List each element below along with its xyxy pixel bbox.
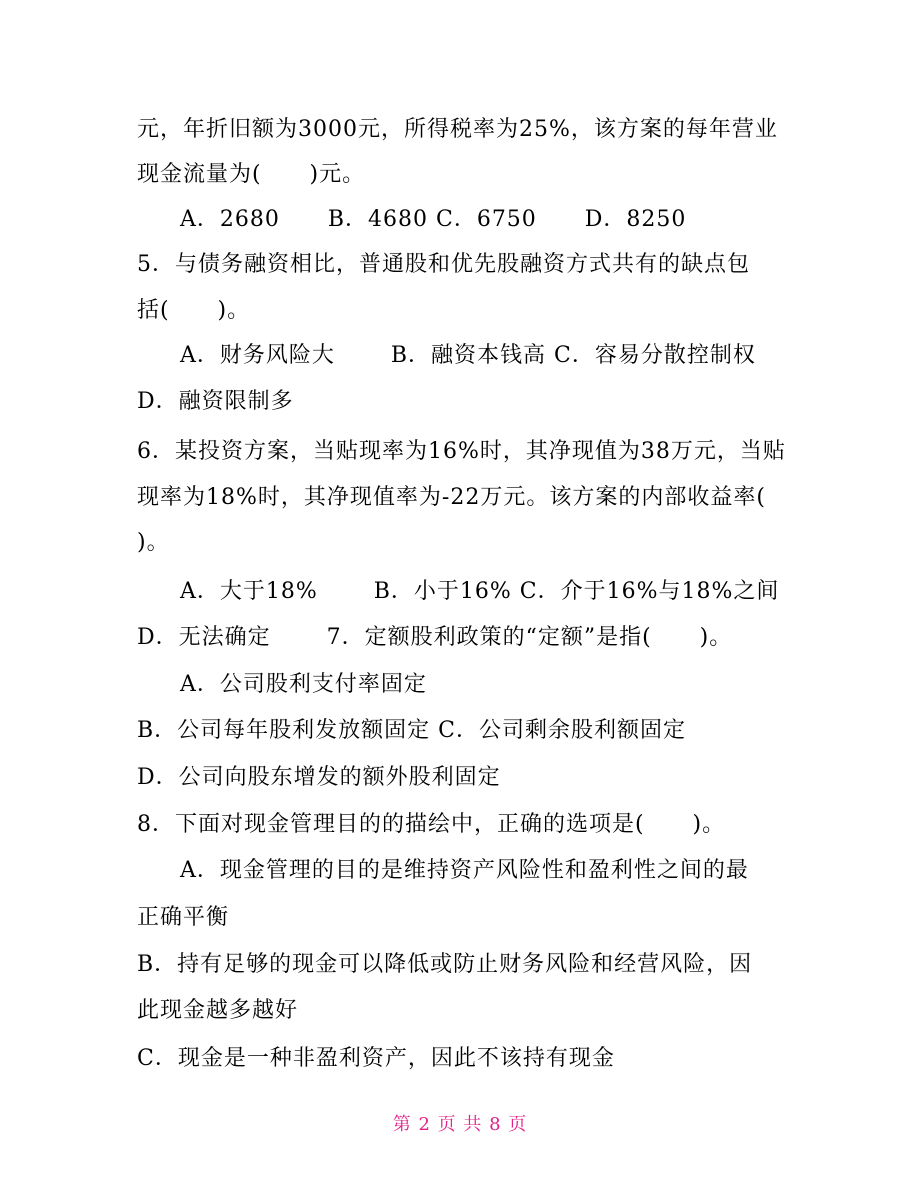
text-line-1: 元，年折旧额为3000元，所得税率为25%，该方案的每年营业 bbox=[137, 117, 778, 142]
text-line-20: 此现金越多越好 bbox=[137, 998, 299, 1023]
text-line-3: A．2680 B．4680 C．6750 D．8250 bbox=[180, 207, 687, 232]
text-line-21: C．现金是一种非盈利资产，因此不该持有现金 bbox=[137, 1046, 615, 1071]
text-line-18: 正确平衡 bbox=[137, 905, 230, 930]
text-line-14: B．公司每年股利发放额固定 C．公司剩余股利额固定 bbox=[137, 718, 686, 743]
text-line-13: A．公司股利支付率固定 bbox=[180, 672, 427, 697]
text-line-5: 括( )。 bbox=[137, 298, 251, 323]
text-line-4: 5．与债务融资相比，普通股和优先股融资方式共有的缺点包 bbox=[137, 252, 750, 277]
text-line-12: D．无法确定 7．定额股利政策的“定额”是指( )。 bbox=[137, 625, 733, 650]
text-line-9: 现率为18%时，其净现值率为-22万元。该方案的内部收益率( bbox=[137, 485, 766, 510]
text-line-15: D．公司向股东增发的额外股利固定 bbox=[137, 765, 501, 790]
text-line-19: B．持有足够的现金可以降低或防止财务风险和经营风险，因 bbox=[137, 952, 753, 977]
text-line-16: 8．下面对现金管理目的的描绘中，正确的选项是( )。 bbox=[137, 812, 726, 837]
text-line-17: A．现金管理的目的是维持资产风险性和盈利性之间的最 bbox=[180, 858, 749, 883]
text-line-2: 现金流量为( )元。 bbox=[137, 162, 366, 187]
text-line-11: A．大于18% B．小于16% C．介于16%与18%之间 bbox=[180, 579, 780, 604]
text-line-7: D．融资限制多 bbox=[137, 389, 294, 414]
text-line-10: )。 bbox=[137, 530, 170, 555]
text-line-8: 6．某投资方案，当贴现率为16%时，其净现值为38万元，当贴 bbox=[137, 439, 786, 464]
text-line-6: A．财务风险大 B．融资本钱高 C．容易分散控制权 bbox=[180, 343, 756, 368]
page-footer: 第 2 页 共 8 页 bbox=[392, 1114, 528, 1135]
